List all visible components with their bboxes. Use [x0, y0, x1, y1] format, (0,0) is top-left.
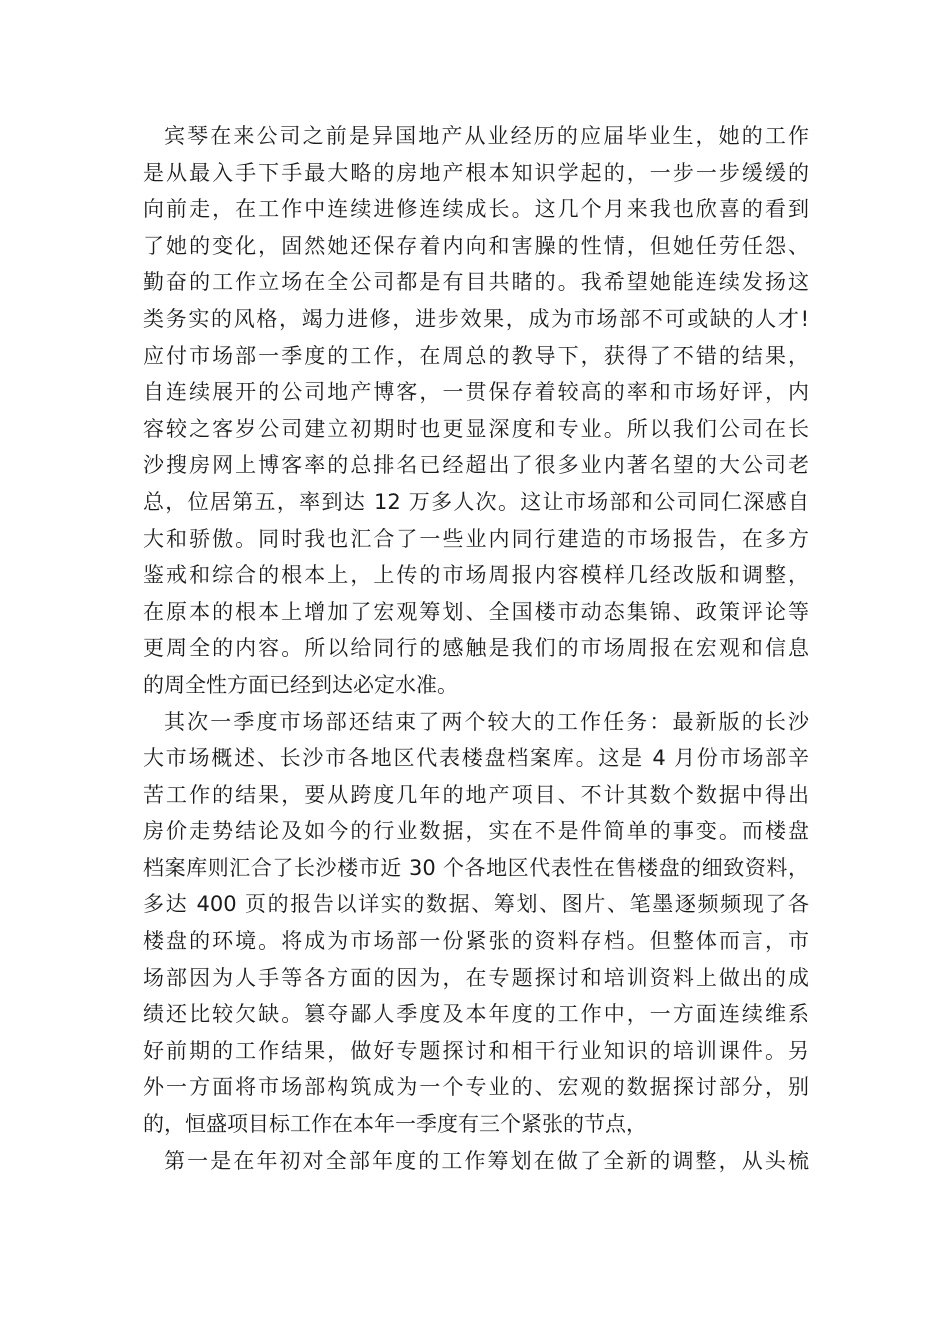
- document-body: [143, 118, 809, 1179]
- text-line: 楼盘的环境。将成为市场部一份紧张的资料存档。但整体而言，市: [143, 929, 809, 954]
- paragraph-3: [143, 1143, 809, 1180]
- text-line: 的，恒盛项目标工作在本年一季度有三个紧张的节点，: [143, 1112, 647, 1137]
- text-line: 在原本的根本上增加了宏观筹划、全国楼市动态集锦、政策评论等: [143, 599, 809, 624]
- text-line: 更周全的内容。所以给同行的感触是我们的市场周报在宏观和信息: [143, 636, 809, 661]
- text-line: 了她的变化，固然她还保存着内向和害臊的性情，但她任劳任怨、: [143, 233, 809, 258]
- paragraph-1: [143, 118, 809, 704]
- text-line: 好前期的工作结果，做好专题探讨和相干行业知识的培训课件。另: [143, 1038, 809, 1063]
- text-line: 其次一季度市场部还结束了两个较大的工作任务：最新版的长沙: [164, 709, 809, 734]
- text-line: 第一是在年初对全部年度的工作筹划在做了全新的调整，从头梳: [164, 1148, 809, 1173]
- text-line: 勤奋的工作立场在全公司都是有目共睹的。我希望她能连续发扬这: [143, 270, 809, 295]
- text-line: 档案库则汇合了长沙楼市近 30 个各地区代表性在售楼盘的细致资料，: [143, 855, 809, 880]
- text-line: 鉴戒和综合的根本上，上传的市场周报内容模样几经改版和调整，: [143, 563, 809, 588]
- text-line: 房价走势结论及如今的行业数据，实在不是件简单的事变。而楼盘: [143, 819, 809, 844]
- text-line: 总，位居第五，率到达 12 万多人次。这让市场部和公司同仁深感自: [143, 489, 809, 514]
- text-line: 场部因为人手等各方面的因为，在专题探讨和培训资料上做出的成: [143, 965, 809, 990]
- text-line: 应付市场部一季度的工作，在周总的教导下，获得了不错的结果，: [143, 343, 809, 368]
- text-line: 向前走，在工作中连续进修连续成长。这几个月来我也欣喜的看到: [143, 197, 809, 222]
- text-line: 大市场概述、长沙市各地区代表楼盘档案库。这是 4 月份市场部辛: [143, 746, 809, 771]
- text-line: 宾琴在来公司之前是异国地产从业经历的应届毕业生，她的工作: [164, 124, 809, 148]
- text-line: 大和骄傲。同时我也汇合了一些业内同行建造的市场报告，在多方: [143, 526, 809, 551]
- text-line: 多达 400 页的报告以详实的数据、筹划、图片、笔墨逐频频现了各: [143, 892, 809, 917]
- text-line: 外一方面将市场部构筑成为一个专业的、宏观的数据探讨部分，别: [143, 1075, 809, 1100]
- text-line: 沙搜房网上博客率的总排名已经超出了很多业内著名望的大公司老: [143, 453, 809, 478]
- text-line: 苦工作的结果，要从跨度几年的地产项目、不计其数个数据中得出: [143, 782, 809, 807]
- text-line: 自连续展开的公司地产博客，一贯保存着较高的率和市场好评，内: [143, 380, 809, 405]
- text-line: 的周全性方面已经到达必定水准。: [143, 672, 458, 697]
- text-line: 绩还比较欠缺。篡夺鄙人季度及本年度的工作中，一方面连续维系: [143, 1002, 809, 1027]
- text-line: 容较之客岁公司建立初期时也更显深度和专业。所以我们公司在长: [143, 416, 809, 441]
- text-line: 类务实的风格，竭力进修，进步效果，成为市场部不可或缺的人才!: [143, 306, 809, 331]
- paragraph-2: [143, 704, 809, 1143]
- text-line: 是从最入手下手最大略的房地产根本知识学起的，一步一步缓缓的: [143, 160, 809, 185]
